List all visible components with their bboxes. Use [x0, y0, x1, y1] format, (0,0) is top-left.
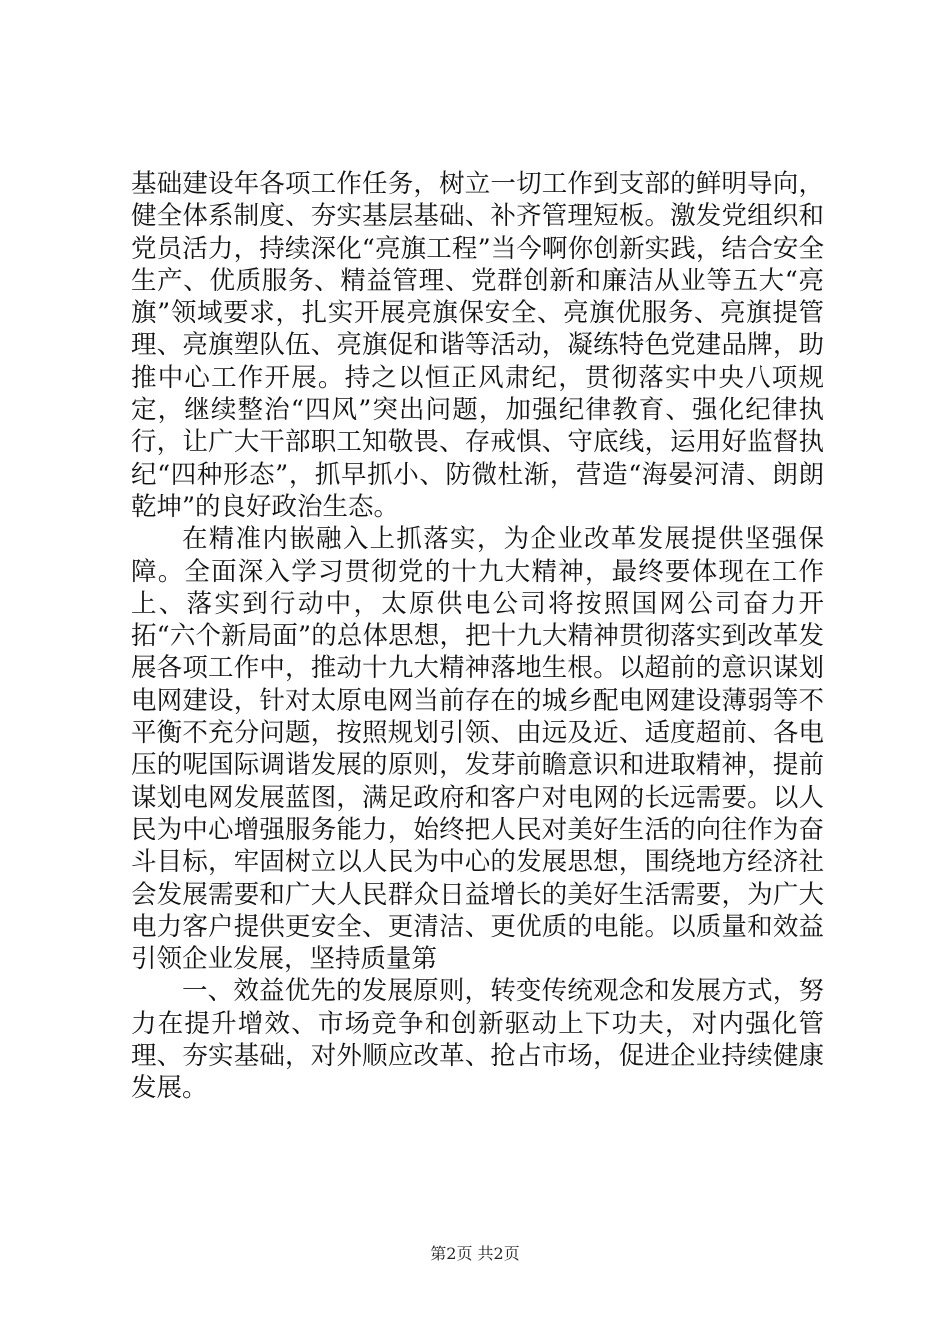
paragraph-party-building: 基础建设年各项工作任务，树立一切工作到支部的鲜明导向，健全体系制度、夯实基层基础、补齐管理短板。激发党组织和党员活力，持续深化“亮旗工程”当今啊你创新实践，结合安全生产、优质服务、精益管理、党群创新和廉洁从业等五大“亮旗”领域要求，扎实开展亮旗保安全、亮旗优服务、亮旗提管理、亮旗塑队伍、亮旗促和谐等活动，凝练特色党建品牌，助推中心工作开展。持之以恒正风肃纪，贯彻落实中央八项规定，继续整治“四风”突出问题，加强纪律教育、强化纪律执行，让广大干部职工知敬畏、存戒惧、守底线，运用好监督执纪“四种形态”，抓早抓小、防微杜渐，营造“海晏河清、朗朗乾坤”的良好政治生态。 [131, 169, 824, 522]
document-body [131, 168, 824, 1105]
paragraph-efficiency: 一、效益优先的发展原则，转变传统观念和发展方式，努力在提升增效、市场竞争和创新驱动上下功夫，对内强化管理、夯实基础，对外顺应改革、抢占市场，促进企业持续健康发展。 [131, 976, 824, 1104]
page-footer: 第2页 共2页 [430, 1244, 520, 1263]
paragraph-implementation: 在精准内嵌融入上抓落实，为企业改革发展提供坚强保障。全面深入学习贯彻党的十九大精神，最终要体现在工作上、落实到行动中，太原供电公司将按照国网公司奋力开拓“六个新局面”的总体思想，把十九大精神贯彻落实到改革发展各项工作中，推动十九大精神落地生根。以超前的意识谋划电网建设，针对太原电网当前存在的城乡配电网建设薄弱等不平衡不充分问题，按照规划引领、由远及近、适度超前、各电压的呢国际调谐发展的原则，发芽前瞻意识和进取精神，提前谋划电网发展蓝图，满足政府和客户对电网的长远需要。以人民为中心增强服务能力，始终把人民对美好生活的向往作为奋斗目标，牢固树立以人民为中心的发展思想，围绕地方经济社会发展需要和广大人民群众日益增长的美好生活需要，为广大电力客户提供更安全、更清洁、更优质的电能。以质量和效益引领企业发展，坚持质量第 [131, 524, 824, 975]
